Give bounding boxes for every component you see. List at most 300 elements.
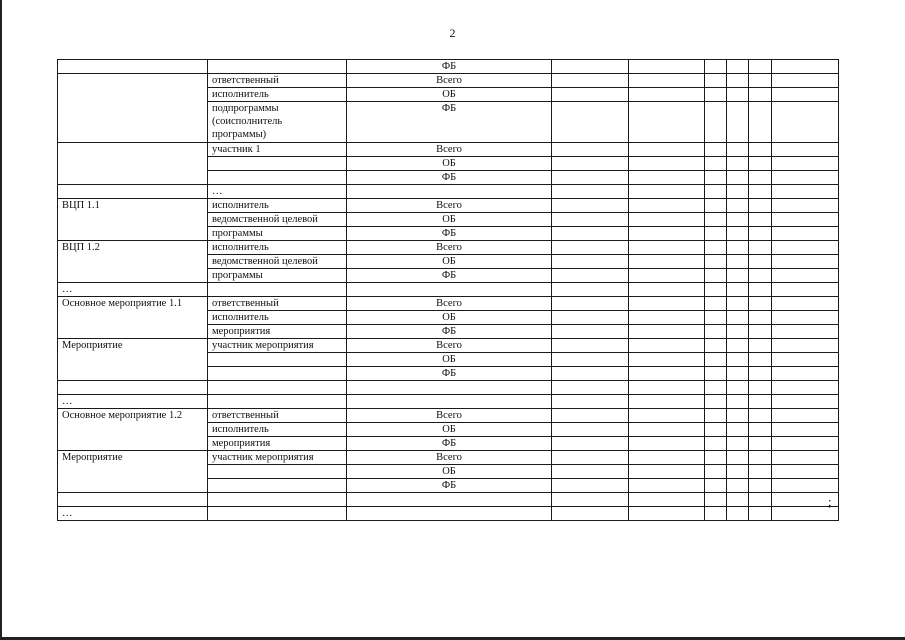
value-cell (749, 451, 772, 465)
value-cell (772, 423, 839, 437)
value-cell (749, 423, 772, 437)
value-cell (629, 353, 705, 367)
value-cell (629, 185, 705, 199)
value-cell (552, 367, 629, 381)
value-cell (749, 213, 772, 227)
value-cell (749, 465, 772, 479)
value-cell (772, 311, 839, 325)
value-cell (552, 423, 629, 437)
executor-cell (208, 199, 347, 213)
program-element-cell: Мероприятие (58, 339, 208, 381)
value-cell (705, 311, 727, 325)
value-cell (749, 60, 772, 74)
value-cell (749, 381, 772, 395)
value-cell (629, 157, 705, 171)
value-cell (772, 60, 839, 74)
funding-source-cell (347, 507, 552, 521)
value-cell (552, 88, 629, 102)
value-cell (727, 88, 749, 102)
value-cell (727, 185, 749, 199)
value-cell (727, 227, 749, 241)
value-cell (772, 325, 839, 339)
executor-line: ведомственной целевой (212, 214, 318, 225)
value-cell (552, 255, 629, 269)
value-cell (727, 74, 749, 88)
value-cell (705, 255, 727, 269)
value-cell (552, 227, 629, 241)
executor-cell (208, 395, 347, 409)
funding-source-cell (347, 493, 552, 507)
value-cell (629, 325, 705, 339)
value-cell (749, 367, 772, 381)
executor-cell (208, 227, 347, 241)
value-cell (749, 283, 772, 297)
executor-cell (208, 339, 347, 353)
value-cell (629, 479, 705, 493)
funding-source-cell: ФБ (347, 171, 552, 185)
value-cell (552, 479, 629, 493)
funding-source-cell: Всего (347, 74, 552, 88)
value-cell (629, 381, 705, 395)
value-cell (552, 157, 629, 171)
value-cell (727, 60, 749, 74)
executor-cell (208, 409, 347, 423)
funding-source-cell (347, 395, 552, 409)
program-element-cell (58, 185, 208, 199)
value-cell (629, 171, 705, 185)
funding-source-cell: ОБ (347, 157, 552, 171)
executor-line: ответственный (212, 410, 279, 421)
executor-line: программы (212, 228, 263, 239)
funding-source-cell: Всего (347, 409, 552, 423)
value-cell (749, 199, 772, 213)
value-cell (727, 409, 749, 423)
value-cell (629, 451, 705, 465)
value-cell (772, 465, 839, 479)
program-element-cell: ВЦП 1.1 (58, 199, 208, 241)
funding-source-cell: Всего (347, 451, 552, 465)
value-cell (772, 255, 839, 269)
value-cell (749, 102, 772, 143)
table-row (58, 143, 839, 157)
value-cell (772, 339, 839, 353)
value-cell (705, 395, 727, 409)
value-cell (772, 283, 839, 297)
value-cell (552, 353, 629, 367)
executor-cell (208, 381, 347, 395)
value-cell (749, 339, 772, 353)
executor-cell (208, 451, 347, 465)
executor-cell (208, 367, 347, 381)
value-cell (705, 451, 727, 465)
value-cell (727, 143, 749, 157)
funding-source-cell: ФБ (347, 325, 552, 339)
executor-cell (208, 437, 347, 451)
funding-source-cell: Всего (347, 199, 552, 213)
value-cell (552, 283, 629, 297)
value-cell (727, 423, 749, 437)
executor-cell (208, 311, 347, 325)
value-cell (772, 451, 839, 465)
value-cell (705, 339, 727, 353)
value-cell (705, 353, 727, 367)
value-cell (705, 507, 727, 521)
value-cell (749, 255, 772, 269)
value-cell (749, 311, 772, 325)
value-cell (705, 465, 727, 479)
executor-cell (208, 213, 347, 227)
value-cell (772, 74, 839, 88)
funding-source-cell: ОБ (347, 353, 552, 367)
value-cell (727, 451, 749, 465)
value-cell (629, 74, 705, 88)
value-cell (727, 241, 749, 255)
value-cell (727, 255, 749, 269)
value-cell (705, 269, 727, 283)
table-row (58, 507, 839, 521)
value-cell (552, 102, 629, 143)
value-cell (552, 507, 629, 521)
value-cell (629, 367, 705, 381)
value-cell (705, 381, 727, 395)
program-element-cell: Основное мероприятие 1.2 (58, 409, 208, 451)
funding-source-cell: ФБ (347, 367, 552, 381)
value-cell (552, 437, 629, 451)
funding-source-cell: ОБ (347, 213, 552, 227)
funding-source-cell: ФБ (347, 437, 552, 451)
value-cell (727, 437, 749, 451)
value-cell (705, 241, 727, 255)
value-cell (629, 269, 705, 283)
value-cell (629, 493, 705, 507)
table-row (58, 74, 839, 88)
value-cell (749, 479, 772, 493)
executor-cell (208, 185, 347, 199)
executor-line: исполнитель (212, 242, 269, 253)
value-cell (772, 171, 839, 185)
funding-source-cell: ФБ (347, 269, 552, 283)
value-cell (629, 507, 705, 521)
value-cell (552, 451, 629, 465)
value-cell (727, 381, 749, 395)
value-cell (705, 325, 727, 339)
executor-cell (208, 493, 347, 507)
program-element-cell: ВЦП 1.2 (58, 241, 208, 283)
table-row (58, 199, 839, 213)
executor-cell (208, 88, 347, 102)
funding-source-cell: ФБ (347, 479, 552, 493)
value-cell (705, 283, 727, 297)
value-cell (705, 297, 727, 311)
value-cell (772, 102, 839, 143)
program-element-cell: … (58, 507, 208, 521)
value-cell (552, 325, 629, 339)
executor-cell (208, 325, 347, 339)
value-cell (749, 171, 772, 185)
value-cell (629, 423, 705, 437)
funding-source-cell: Всего (347, 241, 552, 255)
value-cell (705, 437, 727, 451)
table-row (58, 409, 839, 423)
executor-cell (208, 60, 347, 74)
value-cell (772, 157, 839, 171)
value-cell (749, 88, 772, 102)
value-cell (552, 311, 629, 325)
value-cell (629, 213, 705, 227)
funding-source-cell: ОБ (347, 255, 552, 269)
table-row (58, 451, 839, 465)
value-cell (629, 395, 705, 409)
value-cell (727, 213, 749, 227)
value-cell (727, 507, 749, 521)
value-cell (772, 227, 839, 241)
value-cell (727, 269, 749, 283)
funding-source-cell: Всего (347, 297, 552, 311)
executor-cell (208, 171, 347, 185)
program-element-cell: Основное мероприятие 1.1 (58, 297, 208, 339)
value-cell (727, 367, 749, 381)
funding-source-cell: Всего (347, 143, 552, 157)
value-cell (629, 227, 705, 241)
executor-cell (208, 143, 347, 157)
value-cell (629, 409, 705, 423)
value-cell (749, 185, 772, 199)
program-element-cell (58, 60, 208, 74)
value-cell (629, 437, 705, 451)
executor-cell (208, 269, 347, 283)
value-cell (772, 437, 839, 451)
executor-line: исполнитель (212, 89, 269, 100)
value-cell (749, 241, 772, 255)
value-cell (772, 479, 839, 493)
value-cell (629, 199, 705, 213)
value-cell (727, 311, 749, 325)
value-cell (705, 143, 727, 157)
value-cell (749, 143, 772, 157)
value-cell (772, 199, 839, 213)
program-element-cell: … (58, 283, 208, 297)
value-cell (705, 199, 727, 213)
value-cell (705, 479, 727, 493)
value-cell (772, 213, 839, 227)
value-cell (552, 339, 629, 353)
value-cell (552, 395, 629, 409)
executor-cell (208, 255, 347, 269)
value-cell (772, 241, 839, 255)
executor-cell (208, 465, 347, 479)
executor-cell (208, 283, 347, 297)
funding-source-cell: ОБ (347, 88, 552, 102)
table-row (58, 297, 839, 311)
funding-source-cell: ОБ (347, 423, 552, 437)
funding-source-cell: Всего (347, 339, 552, 353)
value-cell (629, 102, 705, 143)
value-cell (772, 367, 839, 381)
program-element-cell: … (58, 395, 208, 409)
value-cell (749, 507, 772, 521)
value-cell (772, 185, 839, 199)
value-cell (705, 493, 727, 507)
value-cell (772, 143, 839, 157)
program-element-cell: Мероприятие (58, 451, 208, 493)
program-element-cell (58, 143, 208, 185)
value-cell (705, 409, 727, 423)
executor-line: исполнитель (212, 200, 269, 211)
value-cell (727, 102, 749, 143)
value-cell (705, 213, 727, 227)
value-cell (727, 395, 749, 409)
table-row (58, 185, 839, 199)
value-cell (749, 353, 772, 367)
executor-line: … (212, 186, 223, 197)
value-cell (749, 437, 772, 451)
value-cell (629, 60, 705, 74)
funding-source-cell: ОБ (347, 465, 552, 479)
value-cell (705, 423, 727, 437)
executor-line: подпрограммы (212, 103, 279, 114)
table-row (58, 60, 839, 74)
funding-source-cell (347, 185, 552, 199)
funding-source-cell: ОБ (347, 311, 552, 325)
value-cell (727, 339, 749, 353)
value-cell (552, 74, 629, 88)
executor-cell (208, 297, 347, 311)
executor-line: ведомственной целевой (212, 256, 318, 267)
executor-cell (208, 241, 347, 255)
value-cell (552, 241, 629, 255)
value-cell (749, 74, 772, 88)
executor-cell (208, 479, 347, 493)
executor-line: ответственный (212, 298, 279, 309)
value-cell (552, 143, 629, 157)
page-number: 2 (449, 26, 456, 40)
value-cell (727, 325, 749, 339)
value-cell (552, 297, 629, 311)
value-cell (749, 409, 772, 423)
value-cell (629, 465, 705, 479)
executor-line: исполнитель (212, 424, 269, 435)
value-cell (629, 88, 705, 102)
value-cell (629, 283, 705, 297)
value-cell (552, 60, 629, 74)
executor-line: (соисполнитель (212, 116, 283, 127)
value-cell (727, 283, 749, 297)
value-cell (749, 227, 772, 241)
value-cell (552, 199, 629, 213)
executor-cell (208, 102, 347, 143)
executor-cell (208, 423, 347, 437)
value-cell (629, 311, 705, 325)
funding-source-cell: ФБ (347, 102, 552, 143)
value-cell (629, 339, 705, 353)
program-element-cell (58, 381, 208, 395)
table-row (58, 395, 839, 409)
executor-line: ответственный (212, 75, 279, 86)
funding-source-cell: ФБ (347, 227, 552, 241)
value-cell (772, 381, 839, 395)
value-cell (749, 395, 772, 409)
table-row (58, 283, 839, 297)
executor-cell (208, 74, 347, 88)
value-cell (629, 143, 705, 157)
value-cell (705, 171, 727, 185)
trailing-semicolon: ; (828, 494, 832, 509)
value-cell (552, 269, 629, 283)
value-cell (552, 185, 629, 199)
executor-cell (208, 353, 347, 367)
value-cell (772, 395, 839, 409)
table-row (58, 381, 839, 395)
value-cell (552, 381, 629, 395)
value-cell (629, 255, 705, 269)
value-cell (772, 269, 839, 283)
funding-source-cell: ФБ (347, 60, 552, 74)
value-cell (629, 297, 705, 311)
program-element-cell (58, 493, 208, 507)
value-cell (705, 60, 727, 74)
executor-line: мероприятия (212, 438, 271, 449)
value-cell (749, 269, 772, 283)
executor-line: мероприятия (212, 326, 271, 337)
value-cell (749, 157, 772, 171)
value-cell (705, 367, 727, 381)
executor-line: программы (212, 270, 263, 281)
value-cell (629, 241, 705, 255)
value-cell (727, 297, 749, 311)
value-cell (772, 353, 839, 367)
value-cell (705, 74, 727, 88)
value-cell (552, 171, 629, 185)
budget-table (57, 59, 839, 521)
scan-left-edge (0, 0, 2, 640)
value-cell (705, 102, 727, 143)
value-cell (727, 465, 749, 479)
executor-cell (208, 157, 347, 171)
value-cell (552, 493, 629, 507)
value-cell (772, 88, 839, 102)
value-cell (727, 479, 749, 493)
executor-line: исполнитель (212, 312, 269, 323)
value-cell (727, 353, 749, 367)
value-cell (727, 493, 749, 507)
table-row (58, 493, 839, 507)
value-cell (727, 171, 749, 185)
executor-cell (208, 507, 347, 521)
value-cell (749, 493, 772, 507)
executor-line: участник мероприятия (212, 340, 314, 351)
value-cell (727, 157, 749, 171)
value-cell (705, 185, 727, 199)
value-cell (749, 325, 772, 339)
executor-line: участник 1 (212, 144, 261, 155)
value-cell (552, 465, 629, 479)
program-element-cell (58, 74, 208, 143)
value-cell (772, 409, 839, 423)
table-row (58, 241, 839, 255)
value-cell (705, 227, 727, 241)
table-row (58, 339, 839, 353)
funding-source-cell (347, 283, 552, 297)
executor-line: программы) (212, 129, 267, 140)
value-cell (727, 199, 749, 213)
value-cell (552, 409, 629, 423)
value-cell (705, 88, 727, 102)
value-cell (705, 157, 727, 171)
value-cell (552, 213, 629, 227)
funding-source-cell (347, 381, 552, 395)
value-cell (772, 297, 839, 311)
value-cell (749, 297, 772, 311)
